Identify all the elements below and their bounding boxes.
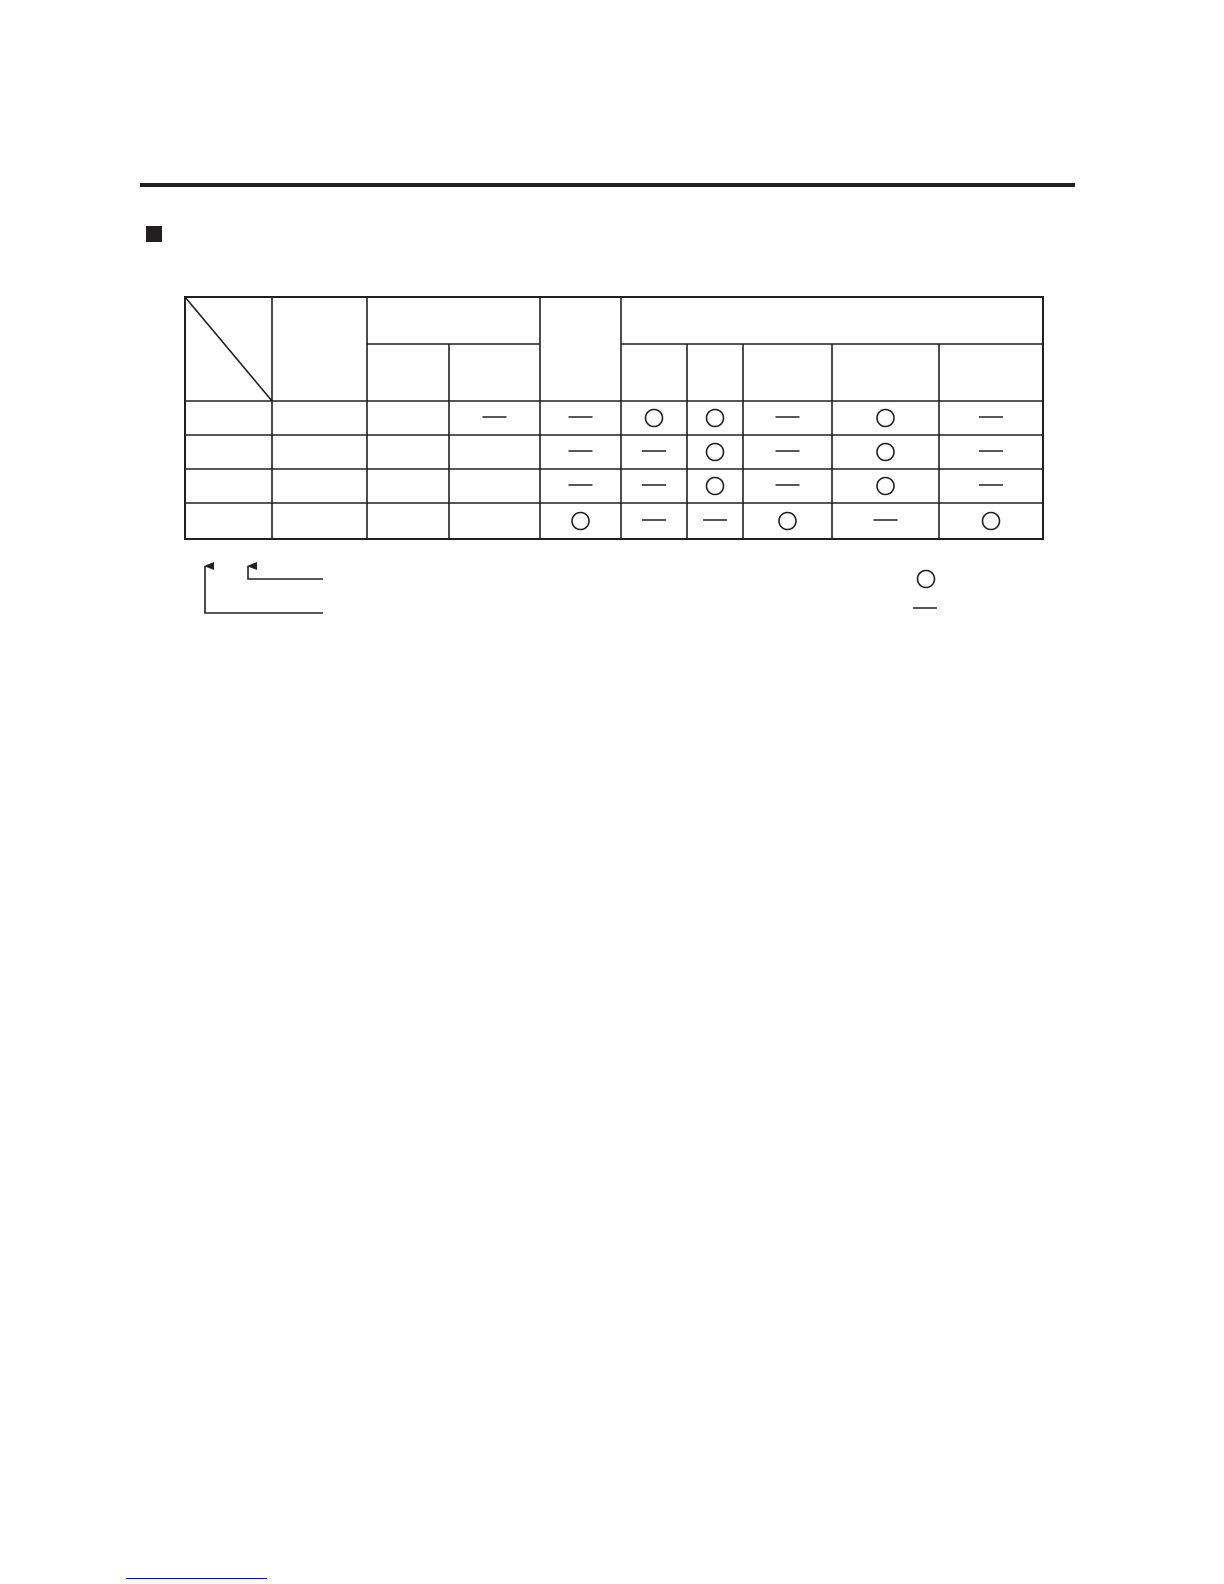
circle-icon [877,444,894,461]
bottom-link-underline[interactable] [126,1578,267,1579]
circle-icon [918,571,935,588]
table-grid [185,297,1043,539]
circle-icon [983,513,1000,530]
callout-lines [205,566,323,613]
circle-icon [877,410,894,427]
circle-icon [779,513,796,530]
circle-icon [877,478,894,495]
circle-icon [572,513,589,530]
legend [913,571,937,609]
arrow-up-icon [205,566,323,613]
circle-icon [707,410,724,427]
diagonal-split-icon [185,297,272,401]
circle-icon [707,478,724,495]
arrow-up-icon [248,566,323,579]
circle-icon [646,410,663,427]
circle-icon [707,444,724,461]
